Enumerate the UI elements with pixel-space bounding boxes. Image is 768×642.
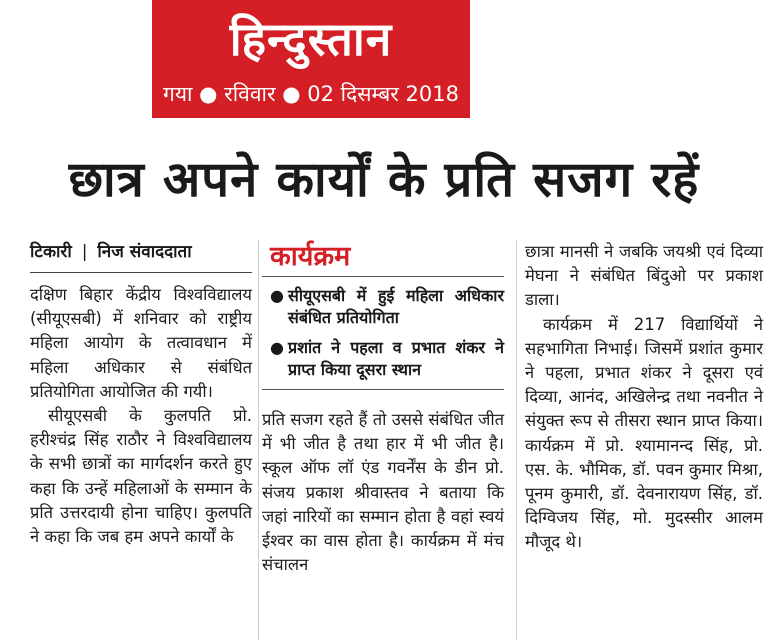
newspaper-name: हिन्दुस्तान — [229, 12, 393, 66]
column-divider — [258, 240, 259, 640]
dateline-date: 02 दिसम्बर 2018 — [307, 82, 459, 106]
byline-author: निज संवाददाता — [97, 242, 192, 262]
byline — [30, 240, 252, 264]
highlight-box-rule — [262, 389, 504, 390]
newspaper-masthead — [152, 0, 470, 118]
article-column-2 — [262, 240, 504, 577]
column-divider — [516, 240, 517, 640]
article-column-1 — [30, 240, 252, 549]
bullet-icon: ● — [270, 286, 284, 305]
byline-rule — [30, 272, 252, 273]
article-paragraph: कार्यक्रम में 217 विद्यार्थियों ने सहभागिता निभाई। जिसमें प्रशांत कुमार ने पहला, प्रभात शंकर ने दूसरा एवं दिव्या, आनंद, अखिलेन्द्र तथा नवनीत ने संयुक्त रूप से तीसरा स्थान प्राप्त किया। कार्यक्रम में प्रो. श्यामानन्द सिंह, प्रो. एस. के. भौमिक, डॉ. पवन कुमार मिश्रा, पूनम कुमारी, डॉ. देवनारायण सिंह, डॉ. दिग्विजय सिंह, मो. मुदस्सीर आलम मौजूद थे। — [525, 314, 763, 552]
highlight-bullet-text: प्रशांत ने पहला व प्रभात शंकर ने प्राप्त किया दूसरा स्थान — [288, 338, 504, 379]
article-headline: छात्र अपने कार्यों के प्रति सजग रहें — [68, 151, 700, 208]
article-paragraph: सीयूएसबी के कुलपति प्रो. हरीश्चंद्र सिंह राठौर ने विश्वविद्यालय के सभी छात्रों का मार्गदर्शन करते हुए कहा कि उन्हें महिलाओं के सम्मान के प्रति उत्तरदायी होना चाहिए। कुलपति ने कहा कि जब हम अपने कार्यों के — [30, 406, 252, 547]
dateline — [152, 80, 470, 108]
article-column-3 — [525, 240, 763, 555]
dateline-separator: ● — [282, 82, 301, 106]
dateline-city: गया — [163, 82, 193, 106]
highlight-box — [262, 240, 504, 390]
highlight-bullet-text: सीयूएसबी में हुई महिला अधिकार संबंधित प्रतियोगिता — [288, 286, 504, 327]
byline-separator: | — [81, 242, 88, 262]
bullet-icon: ● — [270, 338, 284, 357]
article-paragraph: दक्षिण बिहार केंद्रीय विश्वविद्यालय (सीयूएसबी) में शनिवार को राष्ट्रीय महिला आयोग के तत्वावधान में महिला अधिकार से संबंधित प्रतियोगिता आयोजित की गयी। — [30, 285, 252, 401]
dateline-day: रविवार — [224, 82, 276, 106]
article-paragraph: छात्रा मानसी ने जबकि जयश्री एवं दिव्या मेघना ने संबंधित बिंदुओ पर प्रकाश डाला। — [525, 242, 763, 310]
article-paragraph: प्रति सजग रहते हैं तो उससे संबंधित जीत में भी जीत है तथा हार में भी जीत है। स्कूल ऑफ लॉ एंड गवर्नेंस के डीन प्रो. संजय प्रकाश श्रीवास्तव ने बताया कि जहां नारियों का सम्मान होता है वहां स्वयं ईश्वर का वास होता है। कार्यक्रम में मंच संचालन — [262, 410, 504, 575]
byline-place: टिकारी — [30, 242, 72, 262]
dateline-separator: ● — [199, 82, 218, 106]
highlight-box-title: कार्यक्रम — [262, 240, 504, 277]
highlight-bullet — [270, 285, 504, 329]
highlight-bullet — [270, 337, 504, 381]
